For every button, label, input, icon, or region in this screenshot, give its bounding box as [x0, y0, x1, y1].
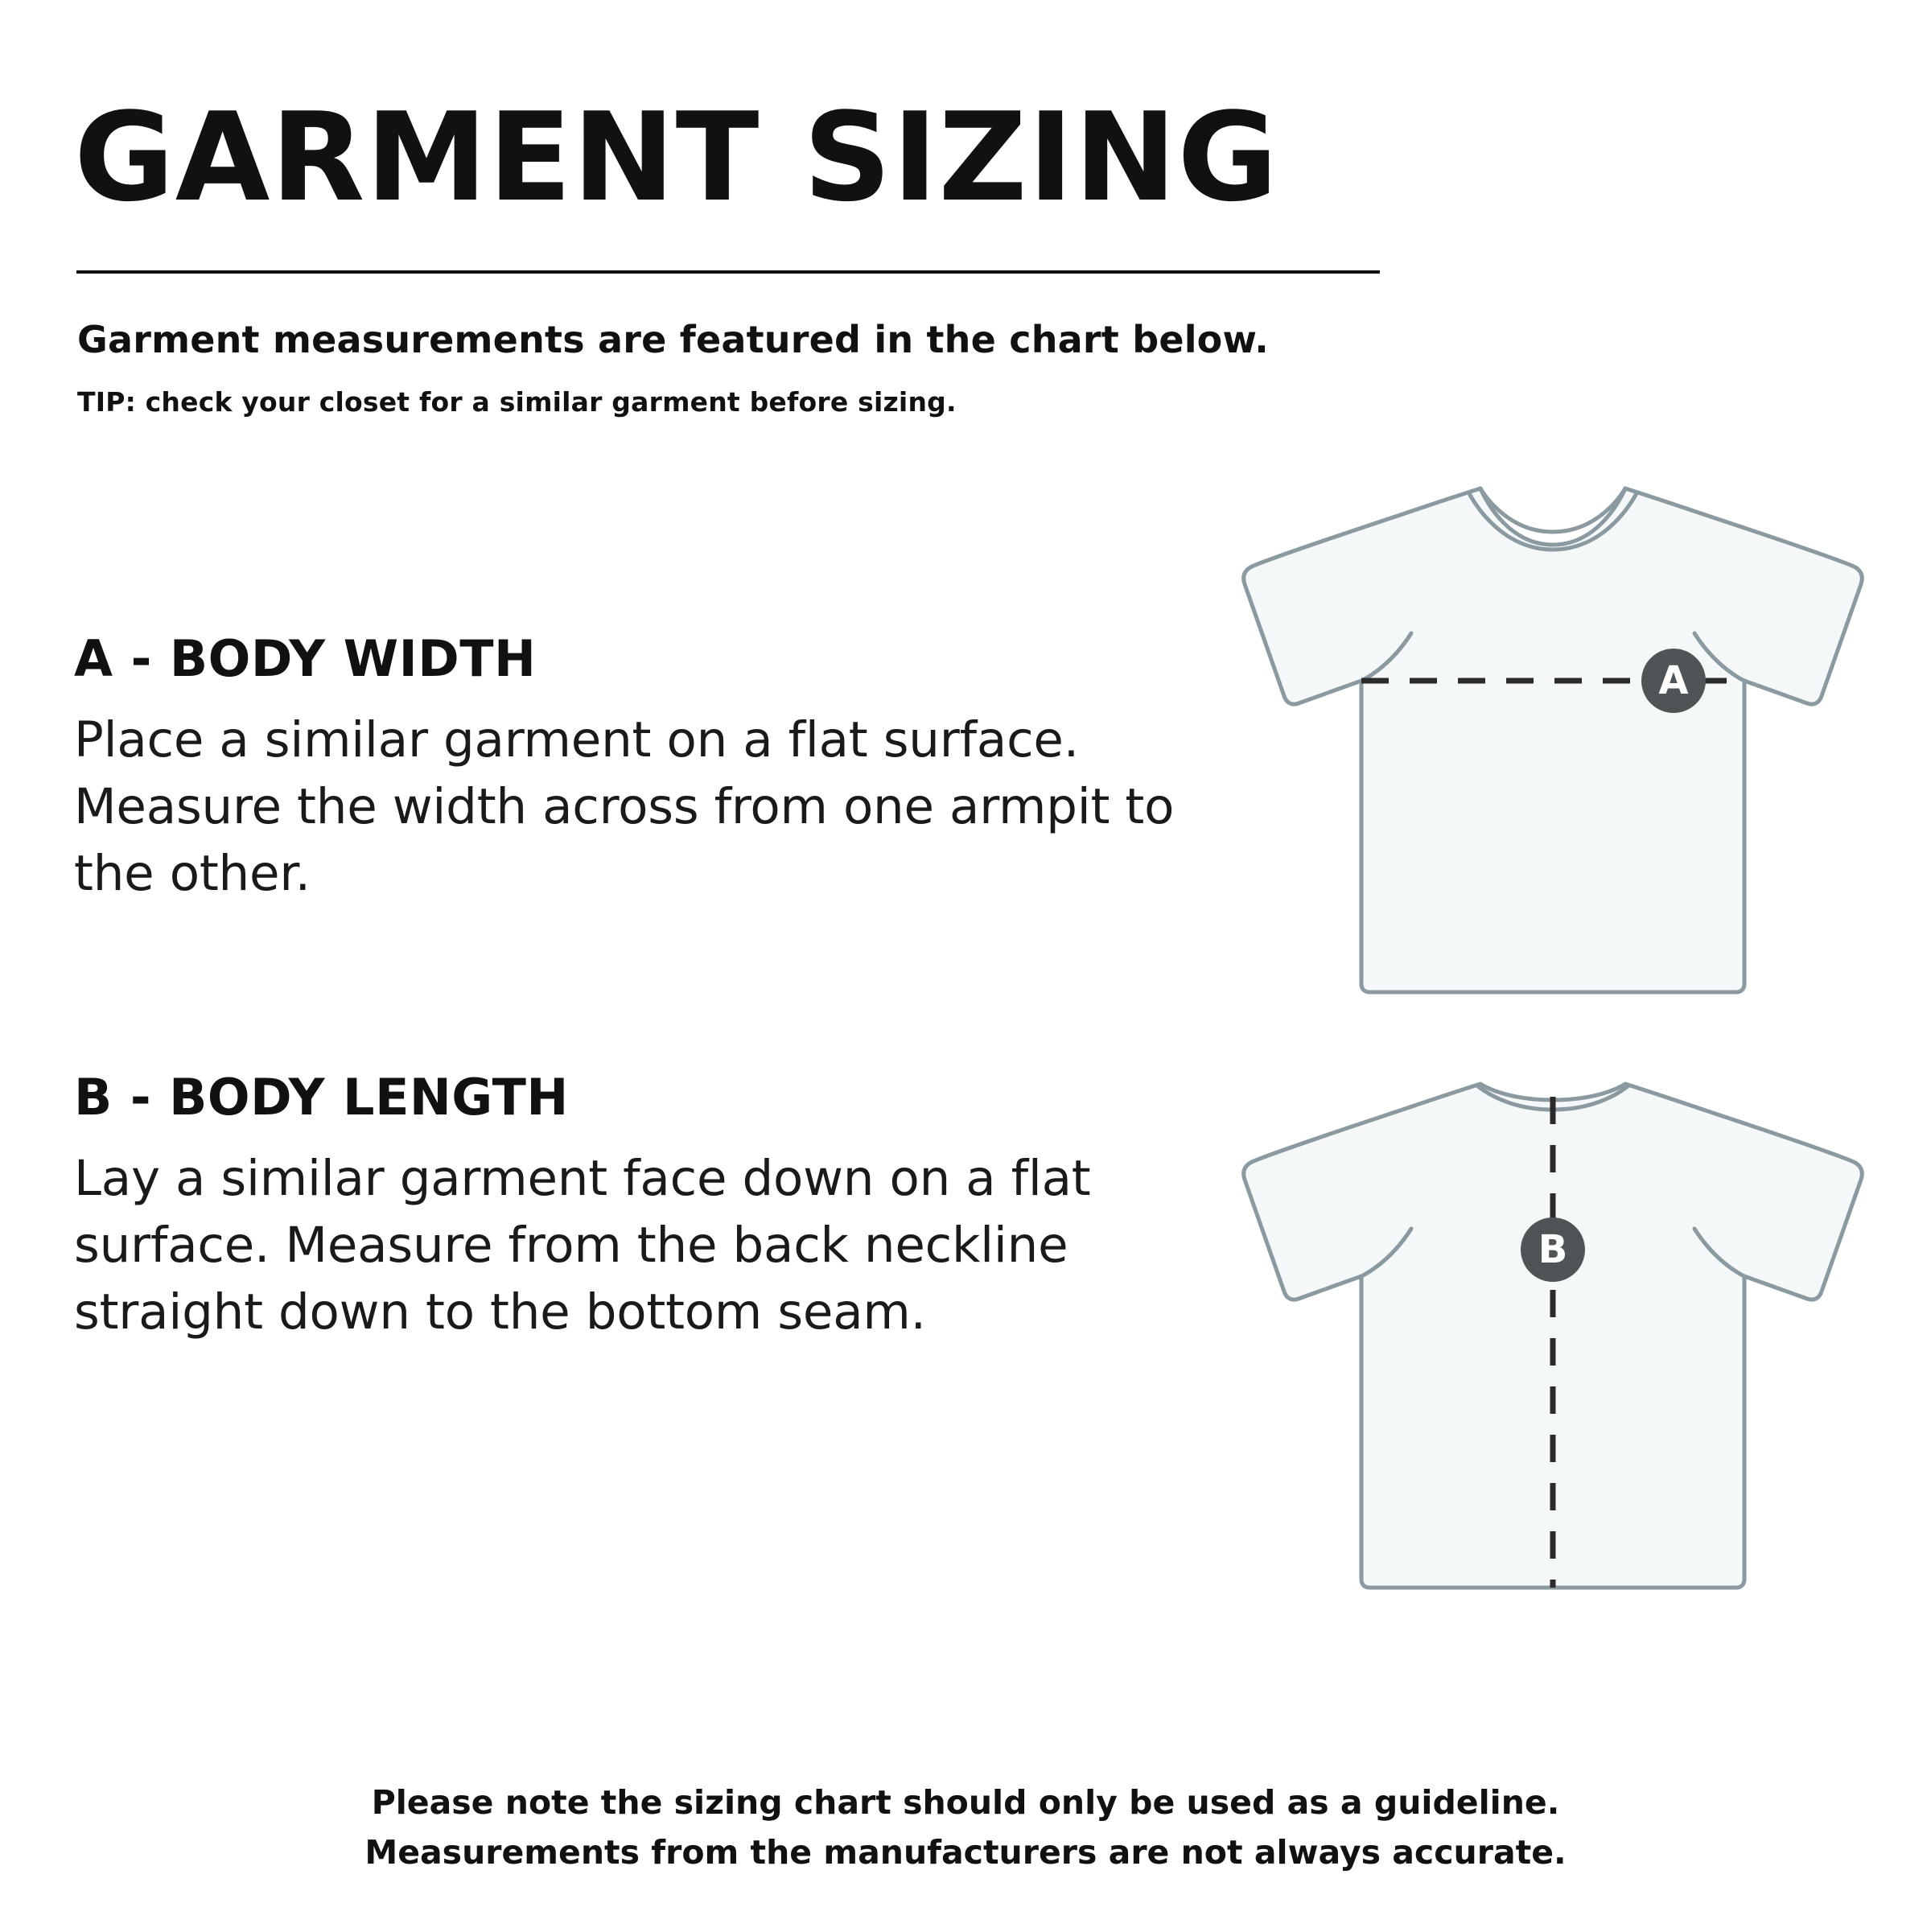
page-title: GARMENT SIZING — [74, 86, 1279, 229]
section-b-body: Lay a similar garment face down on a flat surface. Measure from the back neckline straight down to the bottom seam. — [74, 1150, 1091, 1341]
tshirt-back-illustration — [1239, 1050, 1867, 1597]
section-a-body: Place a similar garment on a flat surface. Measure the width across from one armpit to the other. — [74, 711, 1175, 903]
footer-line-2: Measurements from the manufacturers are not always accurate. — [364, 1832, 1567, 1872]
footer-line-1: Please note the sizing chart should only be used as a guideline. — [371, 1783, 1560, 1822]
tshirt-front-illustration — [1239, 455, 1867, 1002]
svg-text:B: B — [1538, 1227, 1568, 1272]
footer-note — [0, 1778, 1931, 1877]
marker-a — [1641, 649, 1706, 713]
section-a-title: A - BODY WIDTH — [74, 629, 537, 688]
title-divider — [76, 270, 1380, 274]
subheading: Garment measurements are featured in the chart below. — [77, 318, 1269, 361]
section-body-width — [74, 629, 1200, 908]
section-b-title: B - BODY LENGTH — [74, 1068, 569, 1127]
marker-b — [1521, 1217, 1585, 1282]
tip-text: TIP: check your closet for a similar garment before sizing. — [77, 386, 957, 418]
svg-text:A: A — [1658, 658, 1689, 703]
tshirt-front-outline — [1244, 488, 1863, 992]
section-body-length — [74, 1070, 1265, 1346]
